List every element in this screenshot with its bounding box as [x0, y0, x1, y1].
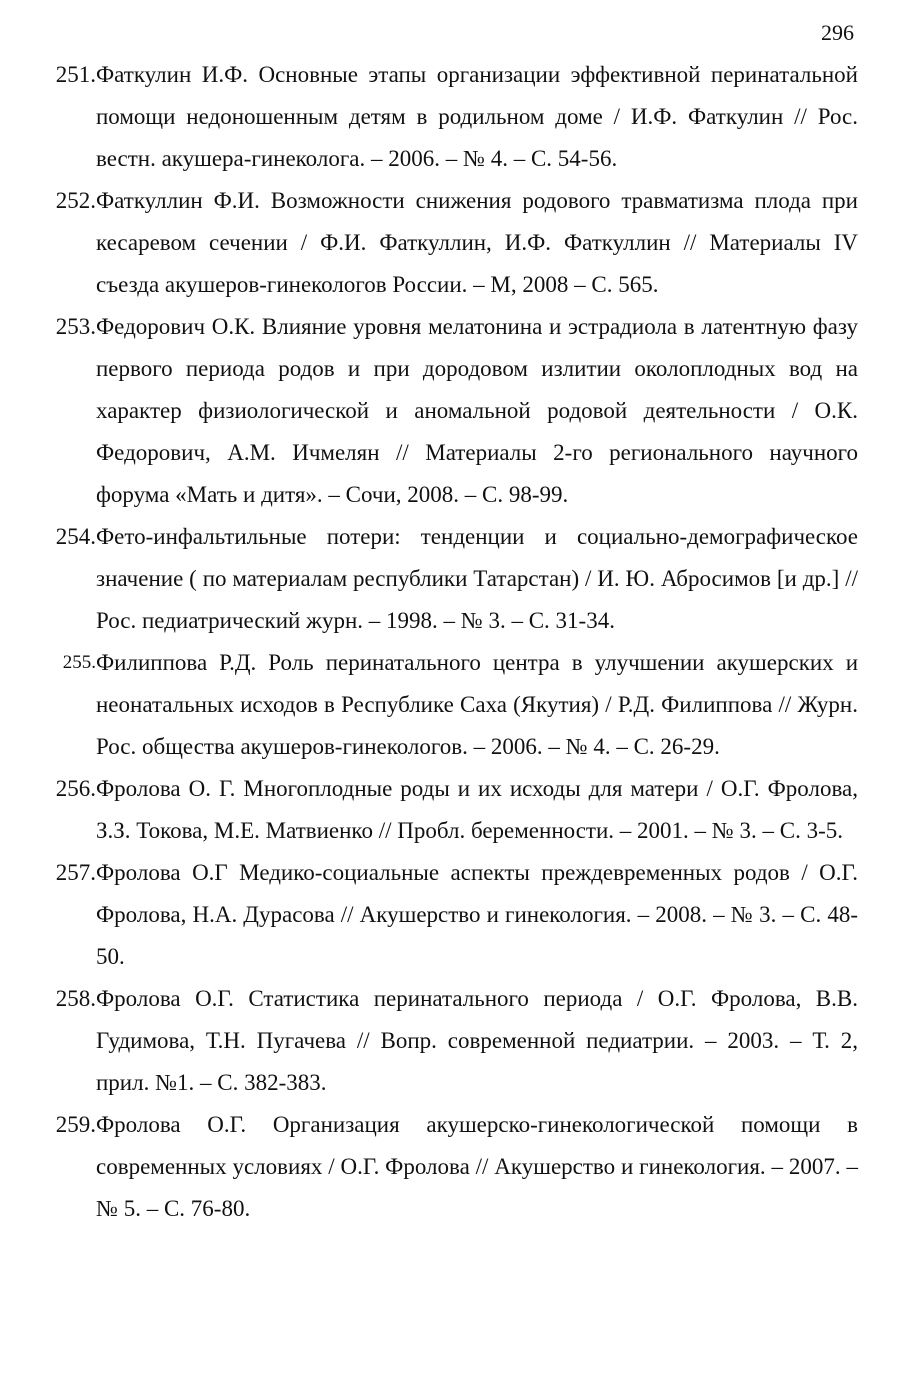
reference-text: Фролова О. Г. Многоплодные роды и их исходы для матери / О.Г. Фролова, З.З. Токова, М.Е. Матвиенко // Пробл. беременности. – 2001. – № 3. – С. 3-5. — [96, 776, 858, 843]
reference-number: 253. — [55, 314, 96, 339]
reference-item — [38, 852, 858, 978]
reference-text: Фаткуллин Ф.И. Возможности снижения родового травматизма плода при кесаревом сечении / Ф.И. Фаткуллин, И.Ф. Фаткуллин // Материалы IV съезда акушеров-гинекологов России. – М, 2008 – С. 565. — [96, 188, 858, 297]
reference-item — [38, 978, 858, 1104]
reference-number: 252. — [55, 188, 96, 213]
reference-number: 257. — [55, 860, 96, 885]
reference-number: 256. — [55, 776, 96, 801]
reference-text: Фролова О.Г Медико-социальные аспекты преждевременных родов / О.Г. Фролова, Н.А. Дурасова // Акушерство и гинекология. – 2008. – № 3. – С. 48-50. — [96, 860, 858, 969]
reference-item — [38, 768, 858, 852]
reference-text: Федорович О.К. Влияние уровня мелатонина и эстрадиола в латентную фазу первого периода родов и при дородовом излитии околоплодных вод на характер физиологической и аномальной родовой деятельности / О.К. Федорович, А.М. Ичмелян // Материалы 2-го регионального научного форума «Мать и дитя». – Сочи, 2008. – С. 98-99. — [96, 314, 858, 507]
page-number: 296 — [821, 20, 854, 45]
reference-number: 258. — [55, 986, 96, 1011]
reference-item — [38, 306, 858, 516]
reference-item — [38, 54, 858, 180]
reference-text: Фролова О.Г. Статистика перинатального периода / О.Г. Фролова, В.В. Гудимова, Т.Н. Пугачева // Вопр. современной педиатрии. – 2003. – Т. 2, прил. №1. – С. 382-383. — [96, 986, 858, 1095]
reference-number: 259. — [55, 1112, 96, 1137]
reference-text: Фаткулин И.Ф. Основные этапы организации эффективной перинатальной помощи недоношенным детям в родильном доме / И.Ф. Фаткулин // Рос. вестн. акушера-гинеколога. – 2006. – № 4. – С. 54-56. — [96, 62, 858, 171]
reference-text: Филиппова Р.Д. Роль перинатального центра в улучшении акушерских и неонатальных исходов в Республике Саха (Якутия) / Р.Д. Филиппова // Журн. Рос. общества акушеров-гинекологов. – 2006. – № 4. – С. 26-29. — [96, 650, 858, 759]
reference-number: 254. — [55, 524, 96, 549]
reference-text: Фролова О.Г. Организация акушерско-гинекологической помощи в современных условиях / О.Г. Фролова // Акушерство и гинекология. – 2007. – № 5. – С. 76-80. — [96, 1112, 858, 1221]
reference-item — [38, 642, 858, 768]
reference-list — [38, 54, 858, 1230]
reference-number: 255. — [62, 652, 96, 673]
reference-item — [38, 1104, 858, 1230]
reference-item — [38, 516, 858, 642]
reference-text: Фето-инфальтильные потери: тенденции и социально-демографическое значение ( по материалам республики Татарстан) / И. Ю. Абросимов [и др.] // Рос. педиатрический журн. – 1998. – № 3. – С. 31-34. — [96, 524, 858, 633]
reference-number: 251. — [55, 62, 96, 87]
reference-item — [38, 180, 858, 306]
